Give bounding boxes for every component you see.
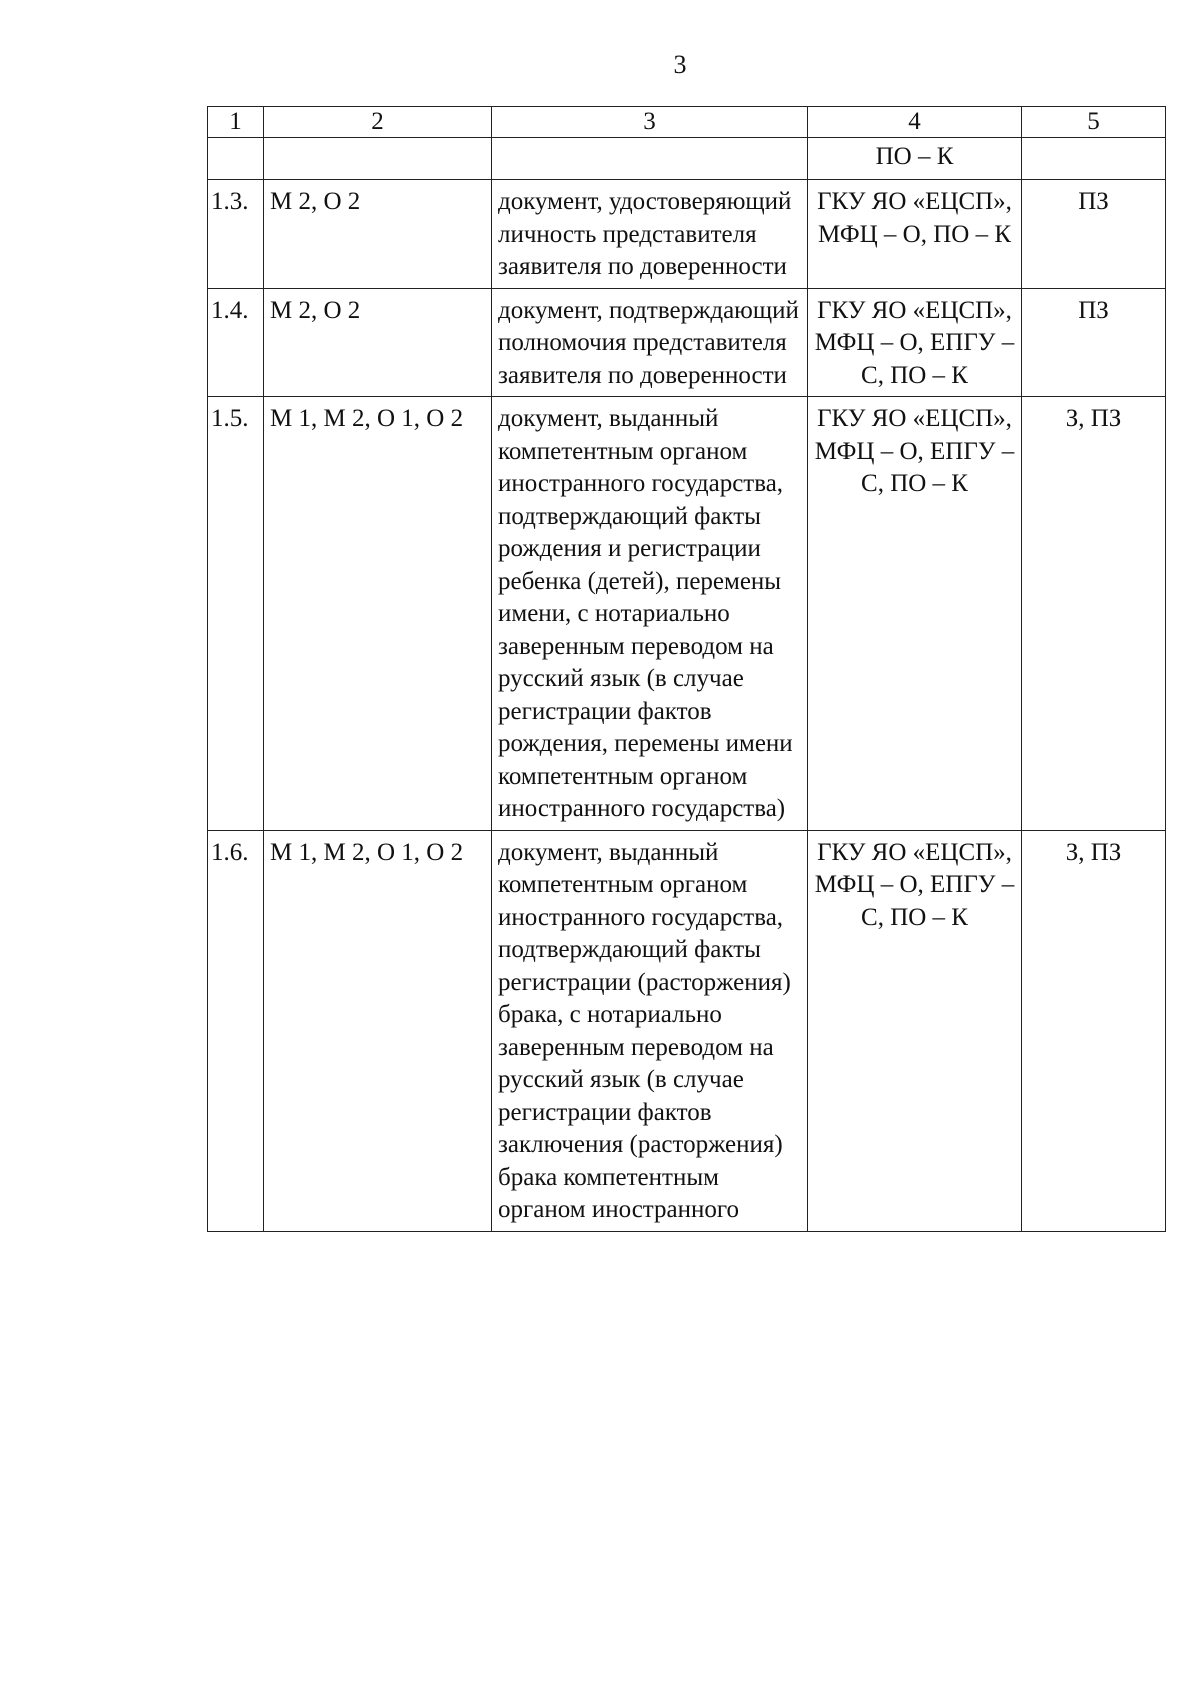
header-cell: 5 xyxy=(1022,107,1166,138)
row-number-cell: 1.5. xyxy=(208,397,264,831)
source-cell: ГКУ ЯО «ЕЦСП», МФЦ – О, ЕПГУ – С, ПО – К xyxy=(808,288,1022,397)
codes-cell: М 1, М 2, О 1, О 2 xyxy=(264,397,492,831)
type-cell: ПЗ xyxy=(1022,288,1166,397)
documents-table xyxy=(207,106,1166,1232)
table-row xyxy=(208,138,1166,180)
type-cell xyxy=(1022,138,1166,180)
document-cell xyxy=(492,138,808,180)
row-number-cell xyxy=(208,138,264,180)
table-row xyxy=(208,397,1166,831)
source-cell: ГКУ ЯО «ЕЦСП», МФЦ – О, ЕПГУ – С, ПО – К xyxy=(808,830,1022,1231)
type-cell: ПЗ xyxy=(1022,180,1166,289)
codes-cell xyxy=(264,138,492,180)
table-row xyxy=(208,288,1166,397)
header-cell: 1 xyxy=(208,107,264,138)
table-row xyxy=(208,180,1166,289)
codes-cell: М 1, М 2, О 1, О 2 xyxy=(264,830,492,1231)
row-number-cell: 1.3. xyxy=(208,180,264,289)
document-cell: документ, выданный компетентным органом иностранного государства, подтверждающий факты регистрации (расторжения) брака, с нотариально заверенным переводом на русский язык (в случае регистрации фактов заключения (расторжения) брака компетентным органом иностранного xyxy=(492,830,808,1231)
row-number-cell: 1.4. xyxy=(208,288,264,397)
header-cell: 4 xyxy=(808,107,1022,138)
type-cell: З, ПЗ xyxy=(1022,830,1166,1231)
source-cell: ПО – К xyxy=(808,138,1022,180)
page-number: 3 xyxy=(673,50,687,79)
row-number-cell: 1.6. xyxy=(208,830,264,1231)
table-header-row xyxy=(208,107,1166,138)
source-cell: ГКУ ЯО «ЕЦСП», МФЦ – О, ПО – К xyxy=(808,180,1022,289)
document-cell: документ, удостоверяющий личность представителя заявителя по доверенности xyxy=(492,180,808,289)
document-cell: документ, подтверждающий полномочия представителя заявителя по доверенности xyxy=(492,288,808,397)
source-cell: ГКУ ЯО «ЕЦСП», МФЦ – О, ЕПГУ – С, ПО – К xyxy=(808,397,1022,831)
document-cell: документ, выданный компетентным органом иностранного государства, подтверждающий факты рождения и регистрации ребенка (детей), перемены имени, с нотариально заверенным переводом на русский язык (в случае регистрации фактов рождения, перемены имени компетентным органом иностранного государства) xyxy=(492,397,808,831)
header-cell: 3 xyxy=(492,107,808,138)
header-cell: 2 xyxy=(264,107,492,138)
codes-cell: М 2, О 2 xyxy=(264,288,492,397)
table-row xyxy=(208,830,1166,1231)
type-cell: З, ПЗ xyxy=(1022,397,1166,831)
codes-cell: М 2, О 2 xyxy=(264,180,492,289)
